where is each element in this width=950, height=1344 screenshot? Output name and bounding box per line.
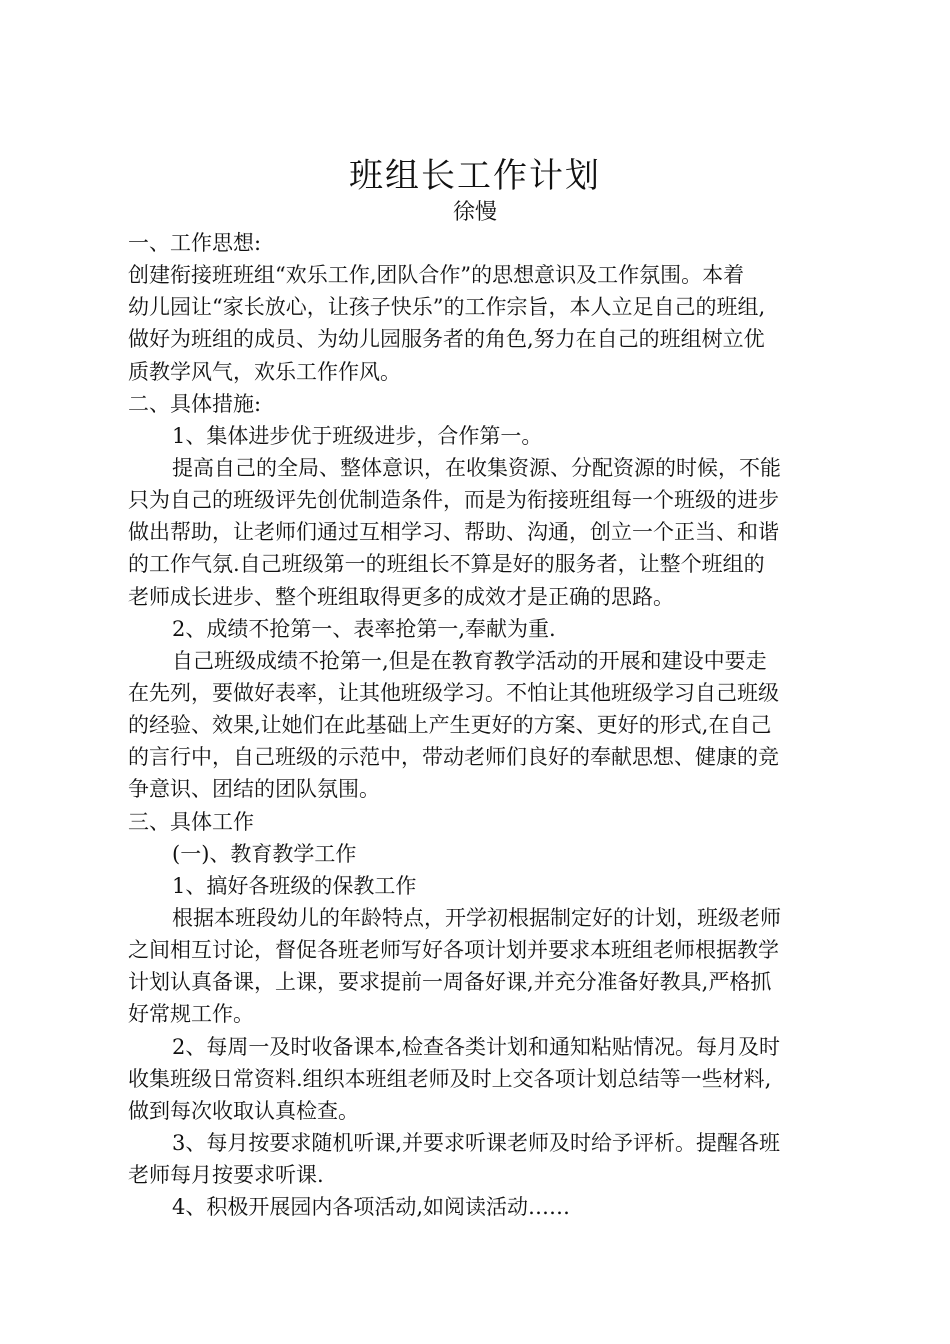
text-line: 做好为班组的成员、为幼儿园服务者的角色,努力在自己的班组树立优 <box>128 327 765 352</box>
text-line: 做到每次收取认真检查。 <box>128 1098 359 1123</box>
text-line: 的经验、效果,让她们在此基础上产生更好的方案、更好的形式,在自己 <box>128 713 772 738</box>
text-line: 只为自己的班级评先创优制造条件，而是为衔接班组每一个班级的进步 <box>128 488 779 513</box>
text-line: 1、搞好各班级的保教工作 <box>172 873 417 898</box>
text-line: 老师每月按要求听课. <box>128 1163 324 1188</box>
text-line: 的工作气氛.自己班级第一的班组长不算是好的服务者，让整个班组的 <box>128 552 765 577</box>
text-line: 3、每月按要求随机听课,并要求听课老师及时给予评析。提醒各班 <box>172 1130 781 1155</box>
text-line: 质教学风气，欢乐工作作风。 <box>128 359 401 384</box>
text-line: 争意识、团结的团队氛围。 <box>128 777 380 802</box>
text-line: 根据本班段幼儿的年龄特点，开学初根据制定好的计划，班级老师 <box>172 905 781 930</box>
text-line: 做出帮助，让老师们通过互相学习、帮助、沟通，创立一个正当、和谐 <box>128 520 779 545</box>
text-line: 创建衔接班班组“欢乐工作,团队合作”的思想意识及工作氛围。本着 <box>128 263 745 288</box>
text-line: 老师成长进步、整个班组取得更多的成效才是正确的思路。 <box>128 584 674 609</box>
text-line: 4、积极开展园内各项活动,如阅读活动…… <box>172 1195 571 1220</box>
text-line: 计划认真备课，上课，要求提前一周备好课,并充分准备好教具,严格抓 <box>128 970 772 995</box>
text-line: (一)、教育教学工作 <box>172 841 357 866</box>
text-line: 在先列，要做好表率，让其他班级学习。不怕让其他班级学习自己班级 <box>128 680 779 705</box>
document-author: 徐慢 <box>452 200 497 225</box>
text-line: 的言行中，自己班级的示范中，带动老师们良好的奉献思想、健康的竞 <box>128 745 779 770</box>
text-line: 收集班级日常资料.组织本班组老师及时上交各项计划总结等一些材料, <box>128 1066 772 1091</box>
text-line: 一、工作思想: <box>128 231 262 255</box>
text-line: 提高自己的全局、整体意识，在收集资源、分配资源的时候，不能 <box>172 455 781 480</box>
text-line: 之间相互讨论，督促各班老师写好各项计划并要求本班组老师根据教学 <box>128 938 779 963</box>
text-line: 二、具体措施: <box>128 391 262 416</box>
text-line: 2、每周一及时收备课本,检查各类计划和通知粘贴情况。每月及时 <box>172 1034 781 1059</box>
text-line: 好常规工作。 <box>128 1002 254 1027</box>
document-body <box>128 227 828 1223</box>
text-line: 幼儿园让“家长放心，让孩子快乐”的工作宗旨，本人立足自己的班组, <box>128 295 766 320</box>
document-title: 班组长工作计划 <box>349 156 601 196</box>
text-line: 三、具体工作 <box>128 809 254 834</box>
text-line: 自己班级成绩不抢第一,但是在教育教学活动的开展和建设中要走 <box>172 648 767 673</box>
text-line: 2、成绩不抢第一、表率抢第一,奉献为重. <box>172 616 556 641</box>
text-line: 1、集体进步优于班级进步，合作第一。 <box>172 423 543 448</box>
